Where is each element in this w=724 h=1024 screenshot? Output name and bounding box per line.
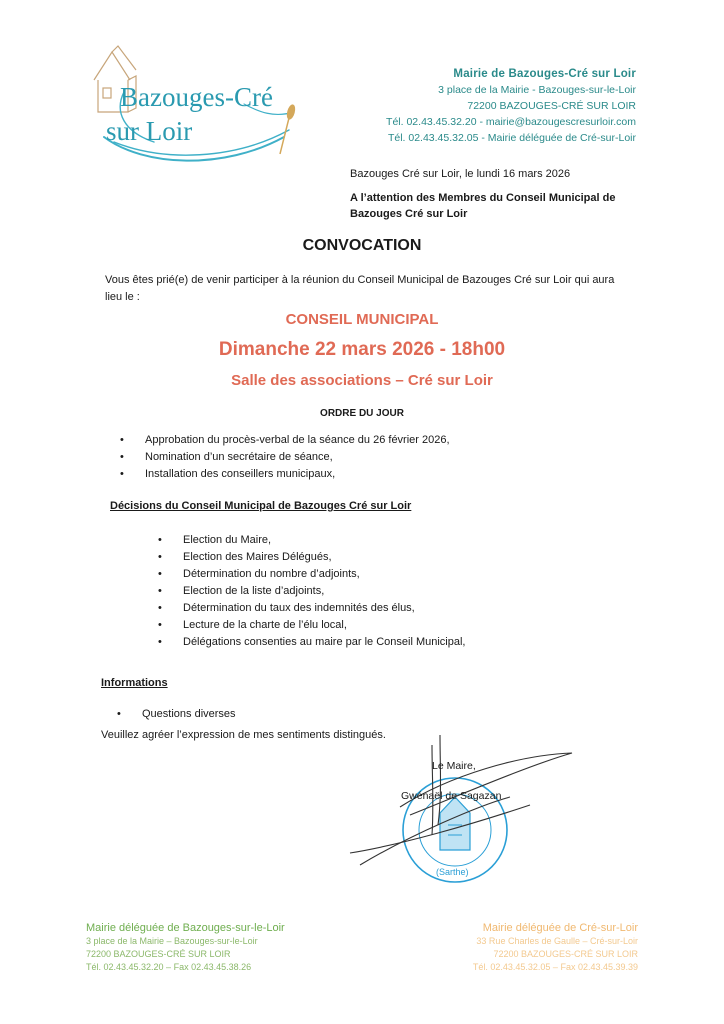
footer-right-city: 72200 BAZOUGES-CRÉ SUR LOIR: [493, 949, 638, 959]
signatory-title: Le Maire,: [432, 760, 476, 772]
event-datetime: Dimanche 22 mars 2026 - 18h00: [218, 339, 506, 360]
signature-stamp-graphic: [340, 735, 580, 895]
date-line: Bazouges Cré sur Loir, le lundi 16 mars 2026: [350, 168, 571, 180]
bullet-icon: •: [158, 551, 162, 563]
decision-item: • Détermination du nombre d’adjoints,: [183, 566, 465, 583]
decision-item: • Election des Maires Délégués,: [183, 549, 465, 566]
bullet-icon: •: [158, 602, 162, 614]
decision-item: • Election de la liste d’adjoints,: [183, 583, 465, 600]
decision-item: • Délégations consenties au maire par le Conseil Municipal,: [183, 634, 465, 651]
logo-line2: sur Loir: [106, 116, 193, 146]
footer-right-title: Mairie déléguée de Cré-sur-Loir: [482, 922, 638, 934]
agenda-item: • Installation des conseillers municipaux,: [145, 466, 450, 483]
footer-left-city: 72200 BAZOUGES-CRÉ SUR LOIR: [86, 949, 231, 959]
footer-left-tel: Tél. 02.43.45.32.20 – Fax 02.43.45.38.26: [86, 962, 252, 972]
logo-line1: Bazouges-Cré: [120, 82, 273, 112]
bullet-icon: •: [120, 468, 124, 480]
agenda-heading: ORDRE DU JOUR: [320, 408, 404, 419]
agenda-item: • Nomination d’un secrétaire de séance,: [145, 449, 450, 466]
bullet-icon: •: [120, 451, 124, 463]
decision-item: • Election du Maire,: [183, 532, 465, 549]
information-item: • Questions diverses: [142, 706, 236, 723]
agenda-item: • Approbation du procès-verbal de la séance du 26 février 2026,: [145, 432, 450, 449]
intro-paragraph: Vous êtes prié(e) de venir participer à la réunion du Conseil Municipal de Bazouges Cré sur Loir qui aura lieu le :: [105, 274, 615, 303]
decision-item: • Lecture de la charte de l’élu local,: [183, 617, 465, 634]
decisions-heading: Décisions du Conseil Municipal de Bazouges Cré sur Loir: [110, 500, 412, 512]
footer-right-address: 33 Rue Charles de Gaulle – Cré-sur-Loir: [476, 936, 638, 946]
mairie-tel-email: Tél. 02.43.45.32.20 - mairie@bazougescresurloir.com: [386, 116, 636, 128]
mairie-city: 72200 BAZOUGES-CRÉ SUR LOIR: [467, 100, 636, 112]
informations-list: [117, 706, 236, 723]
closing-formula: Veuillez agréer l’expression de mes sentiments distingués.: [101, 729, 386, 741]
event-name: CONSEIL MUNICIPAL: [285, 311, 439, 328]
bullet-icon: •: [158, 585, 162, 597]
agenda-list: [120, 432, 450, 483]
reed-icon: [280, 104, 296, 154]
logo-graphic-icon: [84, 42, 304, 172]
bullet-icon: •: [158, 534, 162, 546]
municipality-logo: [84, 42, 304, 172]
informations-heading: Informations: [101, 677, 168, 689]
bullet-icon: •: [120, 434, 124, 446]
footer-left-address: 3 place de la Mairie – Bazouges-sur-le-Loir: [86, 936, 258, 946]
footer-right-tel: Tél. 02.43.45.32.05 – Fax 02.43.45.39.39: [472, 962, 638, 972]
footer-bazouges: [86, 922, 285, 974]
decisions-list: [158, 532, 466, 651]
document-title: CONVOCATION: [302, 237, 422, 254]
bullet-icon: •: [158, 568, 162, 580]
bullet-icon: •: [158, 619, 162, 631]
signatory-name: Gwénaël de Sagazan: [401, 790, 502, 802]
mairie-tel-delegue: Tél. 02.43.45.32.05 - Mairie déléguée de Cré-sur-Loir: [387, 132, 636, 144]
bullet-icon: •: [158, 636, 162, 648]
letterhead-contact: [386, 66, 636, 146]
footer-cre: [473, 922, 638, 974]
mairie-address: 3 place de la Mairie - Bazouges-sur-le-Loir: [438, 84, 636, 96]
footer-left-title: Mairie déléguée de Bazouges-sur-le-Loir: [86, 922, 285, 934]
stamp-dept: (Sarthe): [436, 867, 469, 877]
decision-item: • Détermination du taux des indemnités des élus,: [183, 600, 465, 617]
event-place: Salle des associations – Cré sur Loir: [231, 372, 493, 389]
attention-line: A l’attention des Membres du Conseil Municipal de Bazouges Cré sur Loir: [350, 192, 616, 220]
mairie-name: Mairie de Bazouges-Cré sur Loir: [453, 68, 636, 80]
bullet-icon: •: [117, 708, 121, 720]
